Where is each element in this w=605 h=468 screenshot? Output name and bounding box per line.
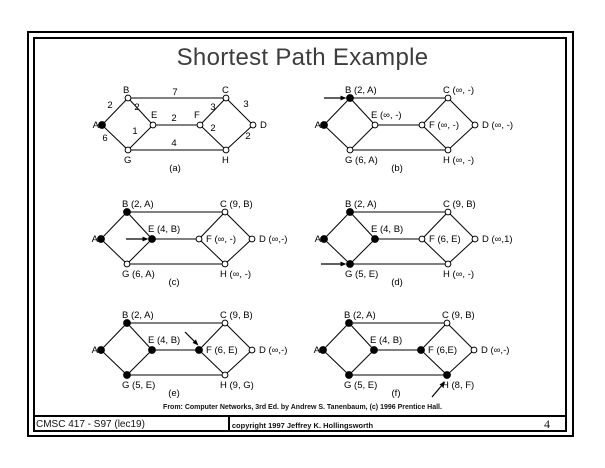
node-F-tentative xyxy=(419,122,425,128)
node-label-C: C xyxy=(222,85,229,96)
node-label-H: H (∞, -) xyxy=(220,269,252,280)
node-label-B: B (2, A) xyxy=(344,310,376,321)
node-G-permanent xyxy=(124,372,131,379)
node-A-permanent xyxy=(98,236,105,243)
node-label-A: A xyxy=(314,120,321,131)
edge-A-B xyxy=(101,323,127,350)
node-F-permanent xyxy=(196,347,203,354)
node-label-B: B (2, A) xyxy=(345,85,377,96)
diagram-e xyxy=(79,310,319,410)
edge-A-B xyxy=(324,212,350,239)
node-label-E: E (∞, -) xyxy=(371,110,402,121)
node-label-D: D (∞,-) xyxy=(259,234,288,245)
node-label-H: H (∞, -) xyxy=(443,155,475,166)
edge-A-G xyxy=(101,239,127,264)
node-label-F: F (6, E) xyxy=(429,234,461,245)
node-label-A: A xyxy=(91,234,98,245)
node-label-C: C (9, B) xyxy=(220,199,253,210)
edge-G-E xyxy=(350,125,375,150)
node-label-E: E xyxy=(151,110,158,121)
node-label-H: H xyxy=(222,155,229,166)
edge-weight-A-B: 2 xyxy=(107,100,113,111)
edge-A-B xyxy=(323,323,349,350)
edge-C-D xyxy=(226,98,253,125)
node-E-tentative xyxy=(372,122,378,128)
edge-A-G xyxy=(323,350,349,375)
edge-weight-F-H: 2 xyxy=(210,123,216,134)
graph-svg-a xyxy=(80,85,320,185)
edge-weight-A-G: 6 xyxy=(102,133,108,144)
selection-arrow-icon xyxy=(341,262,347,267)
graph-svg-b xyxy=(302,85,542,185)
node-A-permanent xyxy=(321,236,328,243)
diagram-b xyxy=(302,85,542,185)
node-E-permanent xyxy=(149,347,156,354)
node-G-tentative xyxy=(124,261,130,267)
node-E-permanent xyxy=(371,347,378,354)
slide-title: Shortest Path Example xyxy=(176,44,429,71)
node-D-tentative xyxy=(249,347,255,353)
node-G-permanent xyxy=(347,261,354,268)
node-H-permanent xyxy=(444,372,451,379)
node-label-D: D (∞,-) xyxy=(481,345,510,356)
graph-svg-d xyxy=(302,199,542,299)
edge-A-G xyxy=(324,239,350,264)
edge-weight-C-F: 3 xyxy=(210,102,216,113)
diagram-c xyxy=(79,199,319,299)
node-label-B: B (2, A) xyxy=(122,310,154,321)
edge-G-E xyxy=(350,239,375,264)
node-label-G: G (6, A) xyxy=(345,155,378,166)
node-F-tentative xyxy=(419,236,425,242)
node-label-H: H (∞, -) xyxy=(443,269,475,280)
node-label-A: A xyxy=(92,120,99,131)
edge-weight-E-F: 2 xyxy=(171,113,177,124)
node-label-B: B (2, A) xyxy=(345,199,377,210)
node-A-permanent xyxy=(98,347,105,354)
node-E-permanent xyxy=(372,236,379,243)
node-label-F: F (6, E) xyxy=(206,345,238,356)
selection-arrow-icon xyxy=(341,96,347,101)
node-G-permanent xyxy=(346,372,353,379)
node-label-A: A xyxy=(314,234,321,245)
edge-A-B xyxy=(324,98,350,125)
node-label-C: C (∞, -) xyxy=(443,85,475,96)
node-label-D: D (∞,-) xyxy=(259,345,288,356)
node-label-G: G (6, A) xyxy=(122,269,155,280)
node-label-F: F (∞, -) xyxy=(429,120,459,131)
edge-G-E xyxy=(349,350,374,375)
footer-course-id: CMSC 417 - S97 (lec19) xyxy=(36,419,145,430)
diagram-caption-b: (b) xyxy=(391,163,403,174)
node-H-tentative xyxy=(222,261,228,267)
graph-svg-f xyxy=(301,310,541,410)
footer-copyright: copyright 1997 Jeffrey K. Hollingsworth xyxy=(231,421,374,430)
edge-G-E xyxy=(127,350,152,375)
node-label-F: F xyxy=(194,110,200,121)
node-label-H: H (8, F) xyxy=(442,380,475,391)
edge-weight-B-C: 7 xyxy=(172,87,178,98)
node-D-tentative xyxy=(472,236,478,242)
diagram-f xyxy=(301,310,541,410)
diagram-caption-f: (f) xyxy=(391,388,401,399)
diagram-caption-c: (c) xyxy=(168,277,180,288)
node-E-permanent xyxy=(149,236,156,243)
diagram-d xyxy=(302,199,542,299)
node-label-D: D xyxy=(260,120,267,131)
node-H-tentative xyxy=(223,147,229,153)
node-H-tentative xyxy=(222,372,228,378)
edge-weight-G-E: 1 xyxy=(132,126,138,137)
edge-A-G xyxy=(324,125,350,150)
edge-G-E xyxy=(127,239,152,264)
node-label-C: C (9, B) xyxy=(442,310,475,321)
edge-weight-G-H: 4 xyxy=(171,138,177,149)
node-label-G: G (5, E) xyxy=(344,380,378,391)
node-label-G: G (5, E) xyxy=(122,380,156,391)
node-label-D: D (∞, -) xyxy=(482,120,514,131)
node-D-tentative xyxy=(250,122,256,128)
node-A-permanent xyxy=(321,122,328,129)
node-A-permanent xyxy=(99,122,106,129)
node-G-tentative xyxy=(125,147,131,153)
edge-weight-D-H: 2 xyxy=(245,131,251,142)
edge-A-G xyxy=(101,350,127,375)
node-label-E: E (4, B) xyxy=(370,335,403,346)
edge-weight-B-E: 2 xyxy=(134,102,140,113)
node-label-C: C (9, B) xyxy=(443,199,476,210)
node-label-F: F (∞, -) xyxy=(206,234,236,245)
diagram-caption-e: (e) xyxy=(168,388,180,399)
node-label-C: C (9, B) xyxy=(220,310,253,321)
node-label-F: F (6,E) xyxy=(428,345,458,356)
node-E-tentative xyxy=(150,122,156,128)
node-label-D: D (∞,1) xyxy=(482,234,513,245)
page-number: 4 xyxy=(544,417,550,431)
attribution-text: From: Computer Networks, 3rd Ed. by Andrew S. Tanenbaum, (c) 1996 Prentice Hall. xyxy=(163,404,442,411)
node-label-B: B xyxy=(123,85,130,96)
graph-svg-e xyxy=(79,310,319,410)
diagram-caption-d: (d) xyxy=(391,277,403,288)
node-D-tentative xyxy=(249,236,255,242)
diagram-caption-a: (a) xyxy=(169,163,181,174)
node-F-tentative xyxy=(196,236,202,242)
node-label-G: G xyxy=(124,155,132,166)
node-A-permanent xyxy=(320,347,327,354)
node-label-H: H (9, G) xyxy=(220,380,254,391)
node-H-tentative xyxy=(445,261,451,267)
node-label-A: A xyxy=(313,345,320,356)
node-F-permanent xyxy=(418,347,425,354)
node-G-tentative xyxy=(347,147,353,153)
selection-arrow-icon xyxy=(143,237,149,242)
node-label-E: E (4, B) xyxy=(371,224,404,235)
footer-divider xyxy=(33,415,567,417)
diagram-a xyxy=(80,85,320,185)
node-label-E: E (4, B) xyxy=(148,335,181,346)
edge-B-E xyxy=(128,98,153,125)
edge-A-B xyxy=(101,212,127,239)
graph-svg-c xyxy=(79,199,319,299)
node-label-A: A xyxy=(91,345,98,356)
node-D-tentative xyxy=(472,122,478,128)
node-H-tentative xyxy=(445,147,451,153)
node-F-tentative xyxy=(197,122,203,128)
node-label-E: E (4, B) xyxy=(148,224,181,235)
node-label-G: G (5, E) xyxy=(345,269,379,280)
edge-A-B xyxy=(102,98,128,125)
node-D-tentative xyxy=(471,347,477,353)
edge-weight-C-D: 3 xyxy=(243,99,249,110)
node-label-B: B (2, A) xyxy=(122,199,154,210)
